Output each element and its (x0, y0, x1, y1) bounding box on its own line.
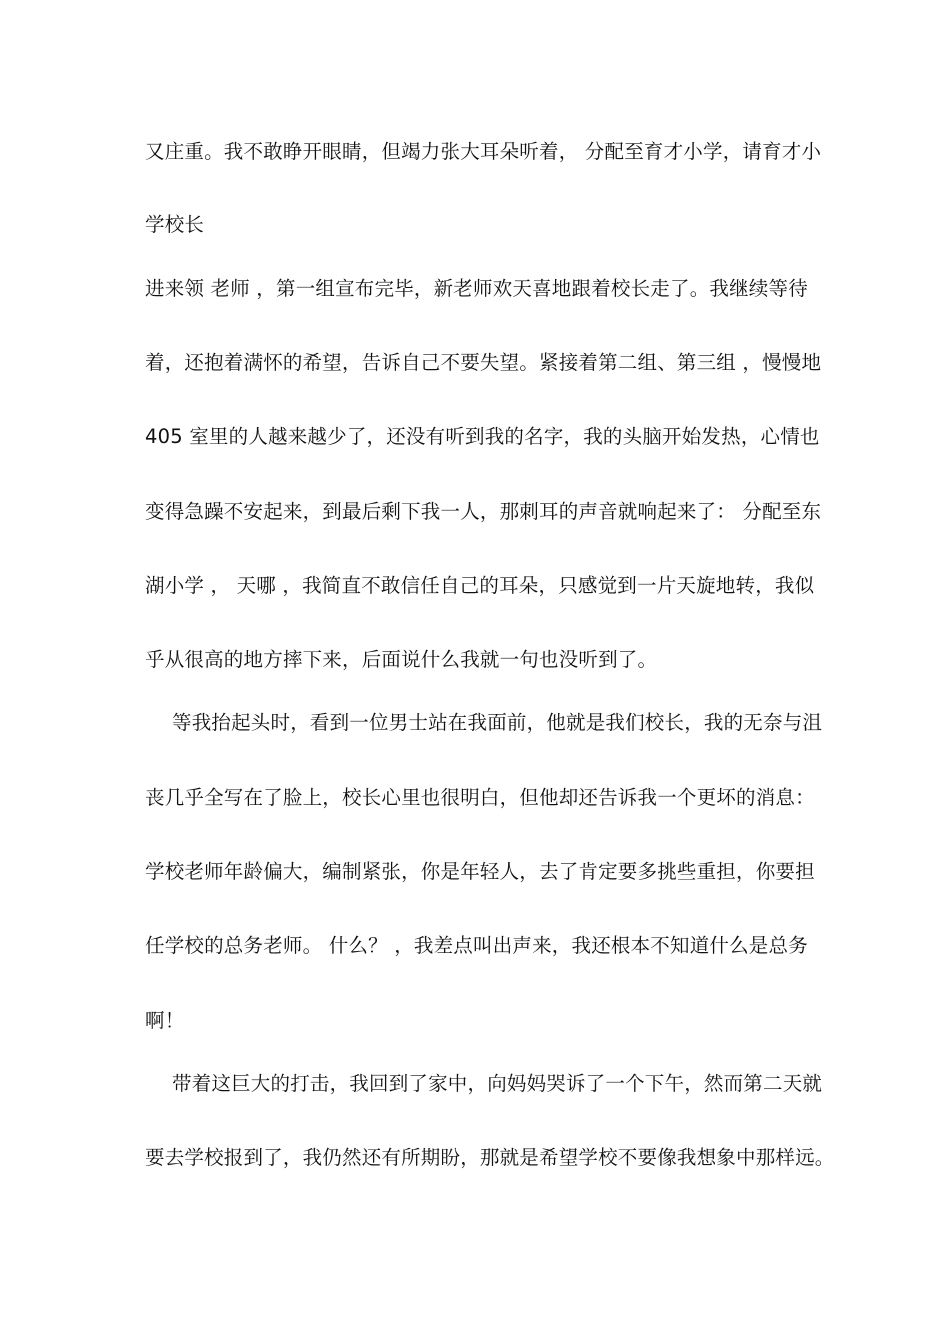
text-line: 啊！ (145, 1009, 185, 1032)
text-line: 着，还抱着满怀的希望，告诉自己不要失望。紧接着第二组、第三组 ，慢慢地 (145, 351, 822, 374)
text-line: 学校长 (145, 213, 205, 236)
text-line: 湖小学 ， 天哪 ，我简直不敢信任自己的耳朵，只感觉到一片天旋地转，我似 (145, 574, 815, 597)
text-line: 要去学校报到了，我仍然还有所期盼，那就是希望学校不要像我想象中那样远。 (145, 1146, 835, 1169)
text-line: 405 室里的人越来越少了，还没有听到我的名字，我的头脑开始发热，心情也 (145, 425, 820, 448)
paragraph-first-line: 带着这巨大的打击，我回到了家中，向妈妈哭诉了一个下午，然而第二天就 (172, 1072, 823, 1095)
text-line: 丧几乎全写在了脸上，校长心里也很明白，但他却还告诉我一个更坏的消息： (145, 786, 815, 809)
text-line: 又庄重。我不敢睁开眼睛，但竭力张大耳朵听着， 分配至育才小学，请育才小 (145, 140, 822, 163)
paragraph-first-line: 等我抬起头时，看到一位男士站在我面前，他就是我们校长，我的无奈与沮 (172, 711, 823, 734)
text-line: 进来领 老师 ，第一组宣布完毕，新老师欢天喜地跟着校长走了。我继续等待 (145, 277, 808, 300)
text-line: 变得急躁不安起来，到最后剩下我一人，那刺耳的声音就响起来了： 分配至东 (145, 500, 822, 523)
text-line: 乎从很高的地方摔下来，后面说什么我就一句也没听到了。 (145, 648, 658, 671)
text-line: 任学校的总务老师。 什么？ ，我差点叫出声来，我还根本不知道什么是总务 (145, 934, 808, 957)
text-line: 学校老师年龄偏大，编制紧张，你是年轻人，去了肯定要多挑些重担，你要担 (145, 860, 815, 883)
